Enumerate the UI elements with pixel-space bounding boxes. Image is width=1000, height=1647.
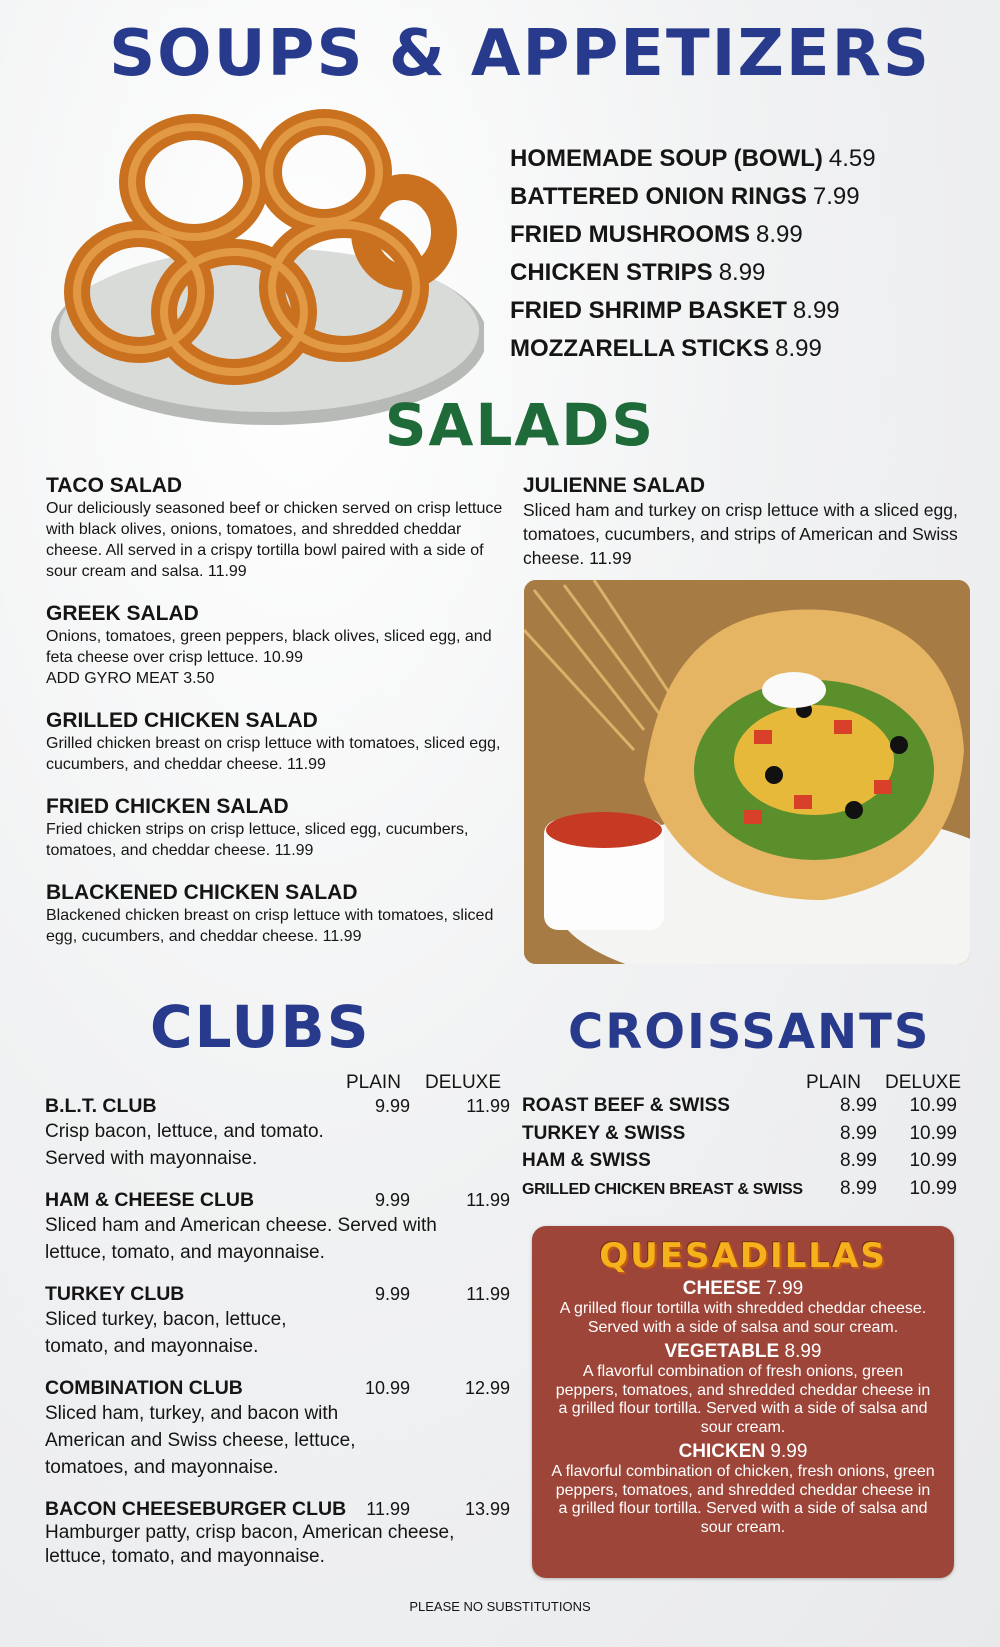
appetizer-item: HOMEMADE SOUP (BOWL) 4.59	[510, 145, 876, 172]
salads-title: SALADS	[384, 391, 656, 459]
club-item	[45, 1376, 510, 1481]
croissant-plain-price: 8.99	[840, 1095, 877, 1116]
club-name: COMBINATION CLUB	[45, 1377, 243, 1399]
salad-description: Blackened chicken breast on crisp lettuce with tomatoes, sliced egg, cucumbers, and cheddar cheese. 11.99	[46, 907, 494, 945]
croissant-name: GRILLED CHICKEN BREAST & SWISS	[522, 1180, 803, 1198]
croissant-item	[522, 1175, 957, 1203]
club-item	[45, 1094, 510, 1172]
quesadilla-price: 9.99	[770, 1441, 808, 1462]
quesadilla-item	[550, 1278, 936, 1337]
salad-addon: ADD GYRO MEAT 3.50	[46, 670, 215, 687]
croissant-plain-price: 8.99	[840, 1150, 877, 1171]
croissant-plain-price: 8.99	[840, 1122, 877, 1144]
appetizer-item: CHICKEN STRIPS 8.99	[510, 259, 766, 286]
club-plain-price: 9.99	[374, 1096, 410, 1116]
croissant-item	[522, 1092, 957, 1120]
salads-left-column	[46, 474, 516, 967]
club-description: Sliced ham and American cheese. Served with lettuce, tomato, and mayonnaise.	[45, 1215, 437, 1263]
quesadillas-box	[532, 1226, 954, 1578]
julienne-salad	[523, 474, 963, 570]
croissant-item	[522, 1120, 957, 1148]
quesadilla-description: A flavorful combination of fresh onions, green peppers, tomatoes, and shredded cheddar cheese in a grilled flour tortilla. Served with a side of salsa and sour cream.	[555, 1363, 931, 1436]
salad-item	[46, 795, 516, 861]
quesadillas-title: QUESADILLAS	[599, 1236, 887, 1276]
club-deluxe-price: 11.99	[466, 1284, 510, 1304]
croissant-deluxe-price: 10.99	[909, 1095, 957, 1116]
clubs-plain-header: PLAIN	[346, 1072, 401, 1093]
club-deluxe-price: 13.99	[464, 1499, 510, 1519]
salad-item	[46, 474, 516, 582]
club-deluxe-price: 12.99	[464, 1378, 510, 1398]
salad-description: Our deliciously seasoned beef or chicken served on crisp lettuce with black olives, onions, tomatoes, and shredded cheddar cheese. All served in a crispy tortilla bowl paired with a side of sour cream and salsa. 11.99	[46, 500, 503, 580]
salad-item	[46, 709, 516, 775]
club-plain-price: 9.99	[374, 1284, 410, 1304]
croissants-deluxe-header: DELUXE	[885, 1072, 962, 1093]
salad-name: JULIENNE SALAD	[523, 474, 706, 497]
croissant-name: ROAST BEEF & SWISS	[522, 1095, 730, 1116]
quesadilla-item	[550, 1341, 936, 1437]
club-plain-price: 11.99	[366, 1499, 410, 1519]
club-name: TURKEY CLUB	[45, 1283, 185, 1305]
club-name: B.L.T. CLUB	[45, 1095, 157, 1117]
quesadilla-description: A flavorful combination of chicken, fresh onions, green peppers, tomatoes, and shredded cheddar cheese in a grilled flour tortilla. Served with a side of salsa and sour cream.	[551, 1463, 935, 1536]
salad-name: GRILLED CHICKEN SALAD	[46, 709, 318, 732]
quesadilla-name: CHICKEN	[678, 1441, 766, 1462]
salad-name: GREEK SALAD	[46, 602, 199, 625]
club-item	[45, 1188, 510, 1266]
club-description: Sliced turkey, bacon, lettuce, tomato, and mayonnaise.	[45, 1309, 287, 1357]
croissant-deluxe-price: 10.99	[909, 1122, 957, 1144]
salad-item	[46, 881, 516, 947]
croissants-plain-header: PLAIN	[806, 1072, 861, 1093]
club-description: Hamburger patty, crisp bacon, American cheese, lettuce, tomato, and mayonnaise.	[45, 1522, 455, 1567]
quesadilla-description: A grilled flour tortilla with shredded cheddar cheese. Served with a side of salsa and sour cream.	[559, 1300, 927, 1336]
club-name: HAM & CHEESE CLUB	[45, 1189, 255, 1211]
clubs-title: CLUBS	[150, 993, 371, 1061]
salad-name: BLACKENED CHICKEN SALAD	[46, 881, 358, 904]
club-name: BACON CHEESEBURGER CLUB	[45, 1498, 347, 1520]
croissants-list	[522, 1092, 957, 1202]
quesadilla-name: CHEESE	[682, 1278, 761, 1299]
appetizer-item: FRIED SHRIMP BASKET 8.99	[510, 297, 840, 324]
salad-item	[46, 602, 516, 689]
croissants-title: CROISSANTS	[568, 1004, 931, 1060]
quesadilla-item	[550, 1441, 936, 1537]
club-plain-price: 10.99	[364, 1378, 410, 1398]
appetizer-item: MOZZARELLA STICKS 8.99	[510, 335, 822, 362]
club-item	[45, 1282, 510, 1360]
club-item	[45, 1497, 510, 1569]
club-deluxe-price: 11.99	[466, 1190, 510, 1210]
club-description: Sliced ham, turkey, and bacon with American and Swiss cheese, lettuce, tomatoes, and mayonnaise.	[45, 1403, 356, 1478]
salad-description: Fried chicken strips on crisp lettuce, sliced egg, cucumbers, tomatoes, and cheddar cheese. 11.99	[46, 821, 469, 859]
appetizer-item: BATTERED ONION RINGS 7.99	[510, 183, 860, 210]
quesadilla-name: VEGETABLE	[664, 1341, 780, 1362]
salad-name: FRIED CHICKEN SALAD	[46, 795, 289, 818]
salad-name: TACO SALAD	[46, 474, 183, 497]
taco-salad-photo	[524, 580, 970, 964]
quesadilla-price: 8.99	[784, 1341, 822, 1362]
salad-description: Sliced ham and turkey on crisp lettuce with a sliced egg, tomatoes, cucumbers, and strips of American and Swiss cheese. 11.99	[523, 500, 958, 568]
quesadilla-price: 7.99	[766, 1278, 804, 1299]
club-plain-price: 9.99	[374, 1190, 410, 1210]
club-description: Crisp bacon, lettuce, and tomato. Served with mayonnaise.	[45, 1121, 324, 1169]
appetizer-item: FRIED MUSHROOMS 8.99	[510, 221, 803, 248]
footer-note: PLEASE NO SUBSTITUTIONS	[409, 1599, 591, 1614]
clubs-deluxe-header: DELUXE	[425, 1072, 502, 1093]
club-deluxe-price: 11.99	[466, 1096, 510, 1116]
onion-rings-photo	[44, 92, 484, 432]
soups-appetizers-title: SOUPS & APPETIZERS	[109, 17, 931, 91]
clubs-list	[45, 1094, 510, 1585]
croissant-deluxe-price: 10.99	[909, 1177, 957, 1199]
salad-description: Onions, tomatoes, green peppers, black olives, sliced egg, and feta cheese over crisp lettuce. 10.99	[46, 628, 492, 666]
croissant-deluxe-price: 10.99	[909, 1150, 957, 1171]
croissant-name: HAM & SWISS	[522, 1150, 651, 1171]
croissant-plain-price: 8.99	[840, 1177, 877, 1199]
appetizer-list	[510, 140, 980, 368]
croissant-item	[522, 1147, 957, 1175]
salad-description: Grilled chicken breast on crisp lettuce with tomatoes, sliced egg, cucumbers, and cheddar cheese. 11.99	[46, 735, 501, 773]
croissant-name: TURKEY & SWISS	[522, 1122, 686, 1144]
